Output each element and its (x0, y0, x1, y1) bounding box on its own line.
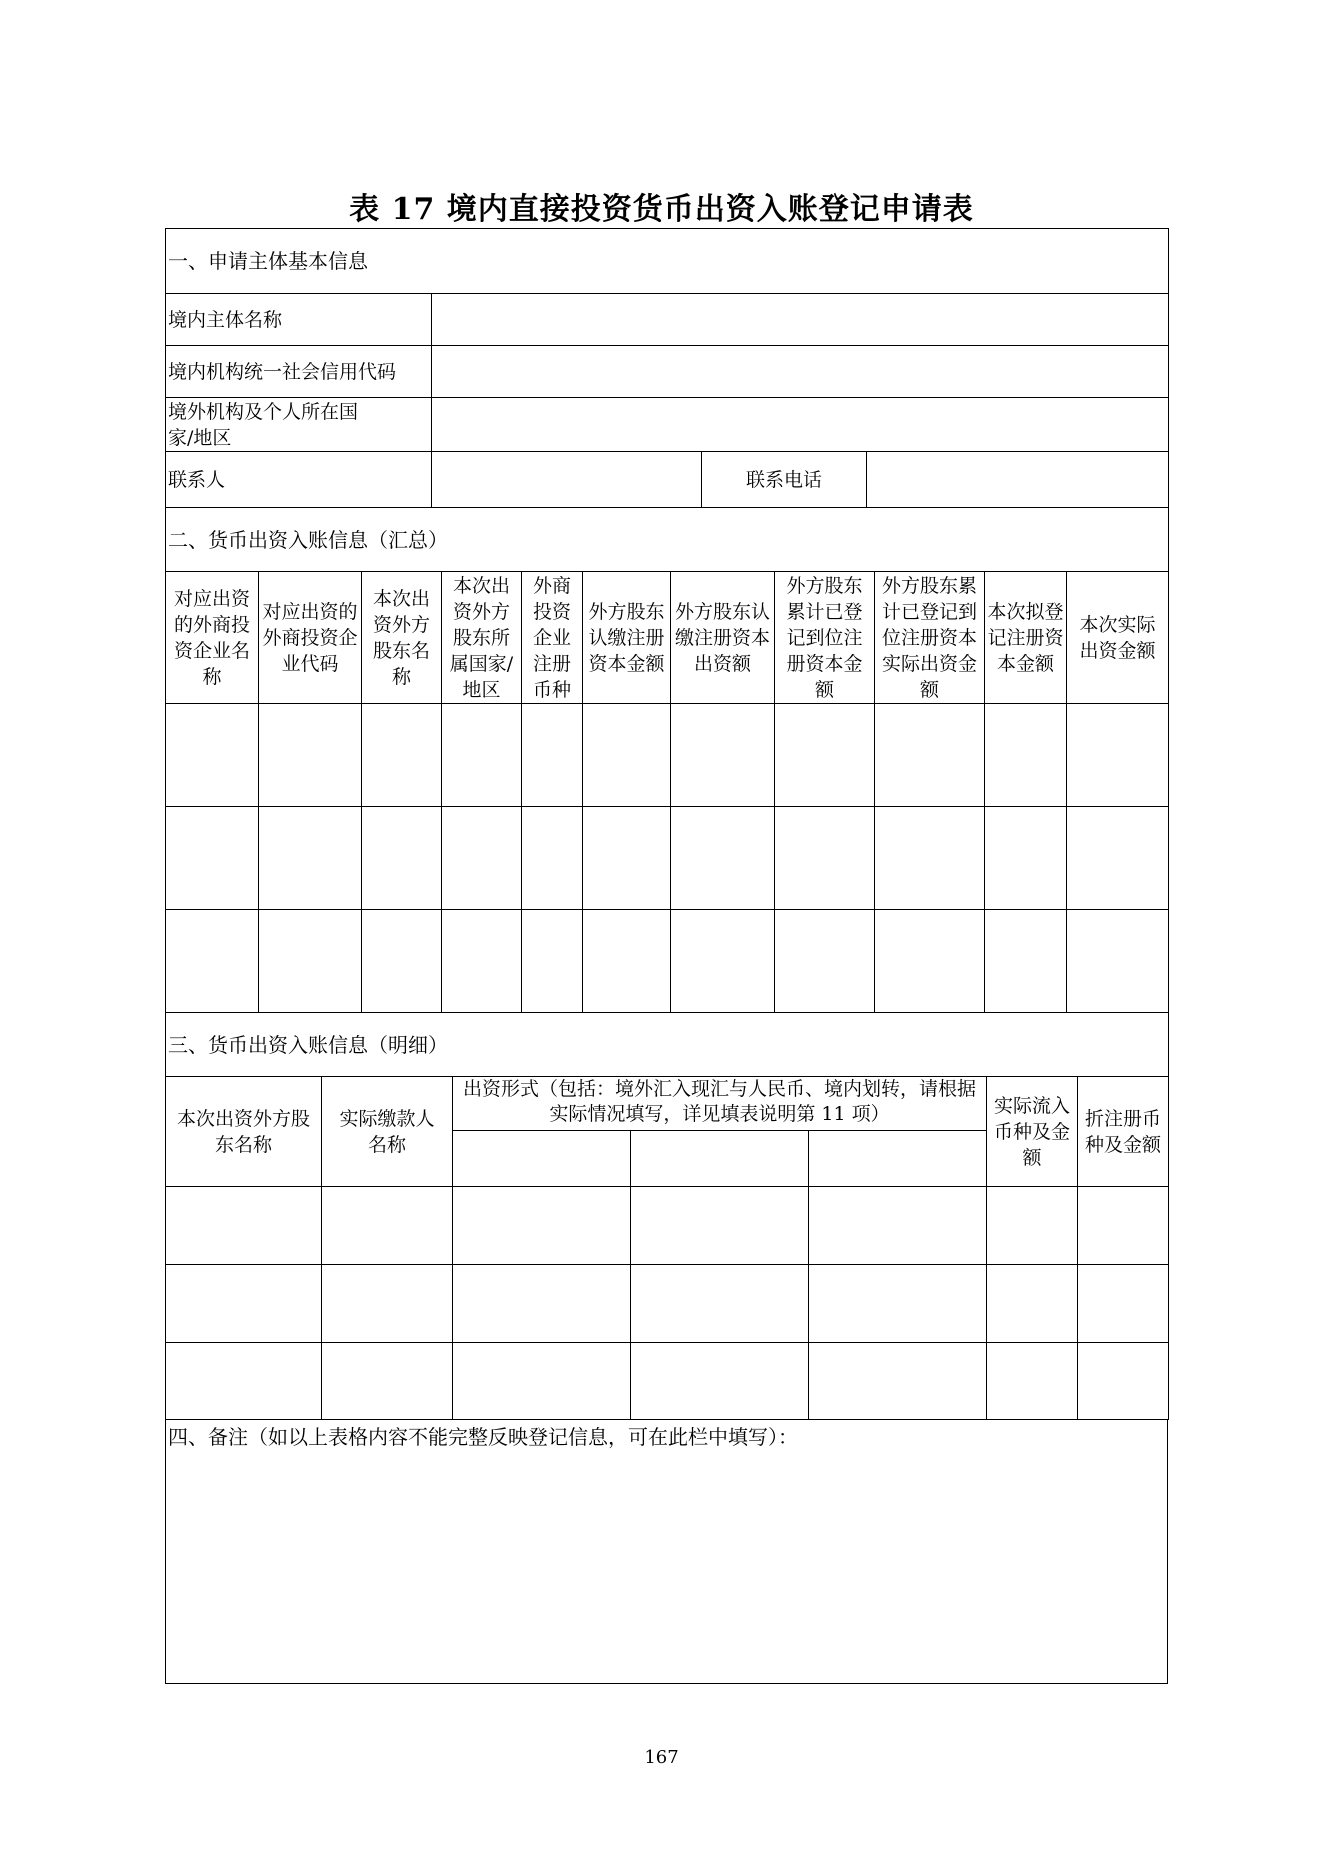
summary-cell[interactable] (442, 807, 522, 910)
form-subcol-2[interactable] (631, 1131, 809, 1187)
col-actual-contribution (1067, 572, 1169, 704)
col-detail-shareholder-label: 本次出资外方股东名称 (176, 1107, 310, 1156)
contact-phone-field[interactable] (867, 452, 1169, 508)
summary-cell[interactable] (362, 807, 442, 910)
col-detail-inflow (987, 1077, 1078, 1187)
col-detail-inflow-label: 实际流入币种及金额 (993, 1094, 1070, 1169)
summary-table (165, 507, 1169, 1013)
col-detail-form-label: 出资形式（包括：境外汇入现汇与人民币、境内划转，请根据实际情况填写，详见填表说明第 11 项） (462, 1078, 976, 1125)
remarks-box[interactable] (166, 1420, 1168, 1684)
detail-cell[interactable] (1078, 1265, 1169, 1343)
col-cumulative-capital-label: 外方股东累计已登记到位注册资本金额 (786, 574, 863, 701)
detail-cell[interactable] (809, 1343, 987, 1420)
form-subcol-3[interactable] (809, 1131, 987, 1187)
credit-code-field[interactable] (432, 346, 1169, 398)
col-registered-currency-label: 外商投资企业注册币种 (532, 574, 571, 701)
summary-cell[interactable] (985, 910, 1067, 1013)
summary-cell[interactable] (522, 910, 583, 1013)
page-number: 167 (644, 1747, 679, 1768)
summary-cell[interactable] (583, 807, 671, 910)
detail-cell[interactable] (1078, 1343, 1169, 1420)
form-subcol-1[interactable] (453, 1131, 631, 1187)
section2-heading: 二、货币出资入账信息（汇总） (166, 508, 1169, 572)
col-detail-converted-label: 折注册币种及金额 (1085, 1107, 1162, 1156)
col-actual-contribution-label: 本次实际出资金额 (1079, 613, 1156, 662)
col-cumulative-actual (875, 572, 985, 704)
summary-cell[interactable] (442, 704, 522, 807)
col-subscribed-contribution-label: 外方股东认缴注册资本出资额 (674, 600, 770, 675)
col-shareholder-name-label: 本次出资外方股东名称 (372, 587, 430, 688)
detail-cell[interactable] (453, 1187, 631, 1265)
summary-cell[interactable] (522, 807, 583, 910)
detail-cell[interactable] (1078, 1187, 1169, 1265)
domestic-entity-name-label: 境内主体名称 (166, 294, 432, 346)
summary-cell[interactable] (1067, 807, 1169, 910)
col-shareholder-country-label: 本次出资外方股东所属国家/地区 (449, 574, 514, 701)
section4-heading: 四、备注（如以上表格内容不能完整反映登记信息，可在此栏中填写）： (168, 1425, 798, 1449)
summary-cell[interactable] (166, 807, 259, 910)
detail-cell[interactable] (631, 1343, 809, 1420)
col-subscribed-capital (583, 572, 671, 704)
detail-cell[interactable] (631, 1187, 809, 1265)
col-enterprise-name-label: 对应出资的外商投资企业名称 (173, 587, 250, 688)
summary-cell[interactable] (442, 910, 522, 1013)
section3-heading: 三、货币出资入账信息（明细） (166, 1013, 1169, 1077)
detail-cell[interactable] (987, 1187, 1078, 1265)
col-detail-payer-label: 实际缴款人名称 (339, 1107, 435, 1156)
detail-cell[interactable] (166, 1265, 322, 1343)
detail-cell[interactable] (631, 1265, 809, 1343)
summary-cell[interactable] (875, 910, 985, 1013)
summary-cell[interactable] (362, 910, 442, 1013)
summary-cell[interactable] (259, 807, 362, 910)
col-detail-shareholder (166, 1077, 322, 1187)
summary-cell[interactable] (775, 807, 875, 910)
detail-cell[interactable] (166, 1187, 322, 1265)
col-detail-form (453, 1077, 987, 1131)
summary-cell[interactable] (583, 704, 671, 807)
contact-person-field[interactable] (432, 452, 702, 508)
basic-info-table (165, 228, 1169, 508)
summary-cell[interactable] (259, 704, 362, 807)
detail-cell[interactable] (809, 1187, 987, 1265)
domestic-entity-name-field[interactable] (432, 294, 1169, 346)
foreign-country-field[interactable] (432, 398, 1169, 452)
summary-cell[interactable] (166, 910, 259, 1013)
section1-heading: 一、申请主体基本信息 (166, 229, 1169, 294)
col-shareholder-country (442, 572, 522, 704)
page-title: 表 17 境内直接投资货币出资入账登记申请表 (349, 192, 974, 227)
summary-cell[interactable] (166, 704, 259, 807)
summary-cell[interactable] (583, 910, 671, 1013)
detail-cell[interactable] (453, 1265, 631, 1343)
col-planned-capital (985, 572, 1067, 704)
col-enterprise-code-label: 对应出资的外商投资企业代码 (262, 600, 358, 675)
col-enterprise-name (166, 572, 259, 704)
detail-cell[interactable] (322, 1187, 453, 1265)
detail-cell[interactable] (453, 1343, 631, 1420)
col-enterprise-code (259, 572, 362, 704)
summary-cell[interactable] (362, 704, 442, 807)
summary-cell[interactable] (671, 910, 775, 1013)
summary-cell[interactable] (875, 704, 985, 807)
credit-code-label: 境内机构统一社会信用代码 (166, 346, 432, 398)
summary-cell[interactable] (775, 704, 875, 807)
detail-cell[interactable] (809, 1265, 987, 1343)
summary-cell[interactable] (1067, 704, 1169, 807)
col-subscribed-contribution (671, 572, 775, 704)
col-detail-payer (322, 1077, 453, 1187)
summary-cell[interactable] (985, 807, 1067, 910)
contact-phone-label: 联系电话 (702, 452, 867, 508)
summary-cell[interactable] (985, 704, 1067, 807)
foreign-country-label: 境外机构及个人所在国家/地区 (166, 398, 432, 452)
detail-cell[interactable] (987, 1343, 1078, 1420)
col-cumulative-capital (775, 572, 875, 704)
summary-cell[interactable] (522, 704, 583, 807)
detail-table (165, 1012, 1169, 1420)
col-detail-converted (1078, 1077, 1169, 1187)
col-shareholder-name (362, 572, 442, 704)
col-planned-capital-label: 本次拟登记注册资本金额 (987, 600, 1064, 675)
col-subscribed-capital-label: 外方股东认缴注册资本金额 (588, 600, 665, 675)
summary-cell[interactable] (259, 910, 362, 1013)
summary-cell[interactable] (1067, 910, 1169, 1013)
summary-cell[interactable] (875, 807, 985, 910)
detail-cell[interactable] (322, 1265, 453, 1343)
summary-cell[interactable] (671, 807, 775, 910)
col-cumulative-actual-label: 外方股东累计已登记到位注册资本实际出资金额 (881, 574, 977, 701)
contact-person-label: 联系人 (166, 452, 432, 508)
summary-cell[interactable] (775, 910, 875, 1013)
detail-cell[interactable] (987, 1265, 1078, 1343)
detail-cell[interactable] (166, 1343, 322, 1420)
col-registered-currency (522, 572, 583, 704)
summary-cell[interactable] (671, 704, 775, 807)
detail-cell[interactable] (322, 1343, 453, 1420)
remarks-table (165, 1419, 1168, 1684)
